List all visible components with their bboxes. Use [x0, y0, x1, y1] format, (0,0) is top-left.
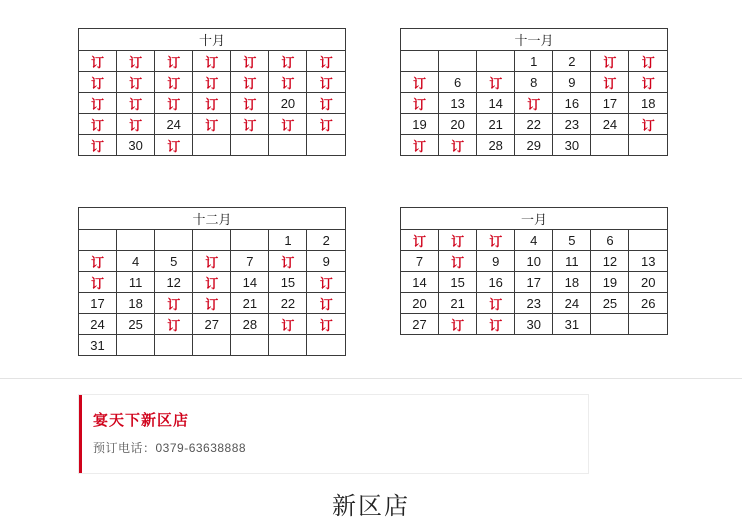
calendar-cell-booked[interactable]: 订 [155, 93, 193, 114]
calendar-cell-day[interactable]: 20 [439, 114, 477, 135]
calendar-cell-empty [477, 51, 515, 72]
calendar-week-row [79, 230, 346, 251]
calendar-cell-booked[interactable]: 订 [79, 72, 117, 93]
calendar-week-row [401, 72, 668, 93]
calendar-cell-day[interactable]: 21 [439, 293, 477, 314]
section-divider [0, 378, 742, 379]
calendar-week-row [79, 272, 346, 293]
calendar-cell-day[interactable]: 9 [477, 251, 515, 272]
calendar-december [78, 207, 346, 356]
calendar-cell-empty [307, 135, 346, 156]
footer-title: 新区店 [332, 493, 410, 520]
calendar-cell-booked[interactable]: 订 [307, 93, 346, 114]
calendar-cell-day[interactable]: 30 [515, 314, 553, 335]
calendar-cell-booked[interactable]: 订 [193, 93, 231, 114]
calendar-week-row [79, 293, 346, 314]
calendar-cell-day[interactable]: 7 [231, 251, 269, 272]
calendar-cell-day[interactable]: 5 [553, 230, 591, 251]
calendar-cell-booked[interactable]: 订 [307, 272, 346, 293]
calendar-cell-empty [231, 135, 269, 156]
calendar-week-row [401, 114, 668, 135]
calendar-cell-day[interactable]: 14 [231, 272, 269, 293]
calendar-cell-day[interactable]: 1 [515, 51, 553, 72]
calendar-cell-day[interactable]: 17 [515, 272, 553, 293]
calendar-week-row [79, 135, 346, 156]
calendar-cell-booked[interactable]: 订 [439, 230, 477, 251]
calendar-cell-day[interactable]: 28 [231, 314, 269, 335]
calendar-cell-booked[interactable]: 订 [117, 93, 155, 114]
calendar-cell-day[interactable]: 20 [269, 93, 307, 114]
calendar-cell-empty [591, 135, 629, 156]
calendar-cell-booked[interactable]: 订 [401, 230, 439, 251]
calendar-cell-day[interactable]: 10 [515, 251, 553, 272]
store-phone: 预订电话：0379-63638888 [93, 441, 247, 455]
calendar-cell-empty [629, 135, 668, 156]
calendar-cell-empty [193, 135, 231, 156]
calendar-cell-empty [629, 314, 668, 335]
calendar-november [400, 28, 668, 156]
calendar-cell-day[interactable]: 20 [629, 272, 668, 293]
calendar-body-december [79, 230, 346, 356]
calendar-cell-day[interactable]: 6 [439, 72, 477, 93]
calendar-title-january: 一月 [401, 208, 668, 230]
calendar-cell-booked[interactable]: 订 [117, 72, 155, 93]
calendar-cell-empty [307, 335, 346, 356]
calendar-cell-day[interactable]: 27 [401, 314, 439, 335]
calendar-week-row [401, 51, 668, 72]
calendar-cell-day[interactable]: 1 [269, 230, 307, 251]
calendar-cell-empty [193, 335, 231, 356]
calendar-cell-booked[interactable]: 订 [193, 114, 231, 135]
calendar-cell-booked[interactable]: 订 [269, 251, 307, 272]
calendar-cell-empty [439, 51, 477, 72]
calendar-week-row [79, 72, 346, 93]
calendar-cell-day[interactable]: 12 [591, 251, 629, 272]
calendar-cell-booked[interactable]: 订 [79, 135, 117, 156]
calendar-cell-booked[interactable]: 订 [439, 135, 477, 156]
calendar-cell-booked[interactable]: 订 [193, 251, 231, 272]
calendar-cell-day[interactable]: 5 [155, 251, 193, 272]
calendar-cell-booked[interactable]: 订 [269, 51, 307, 72]
calendar-cell-day[interactable]: 2 [307, 230, 346, 251]
calendar-cell-day[interactable]: 20 [401, 293, 439, 314]
calendar-cell-day[interactable]: 8 [515, 72, 553, 93]
calendar-cell-booked[interactable]: 订 [79, 93, 117, 114]
calendar-cell-booked[interactable]: 订 [193, 72, 231, 93]
calendar-january [400, 207, 668, 335]
calendar-cell-booked[interactable]: 订 [439, 251, 477, 272]
calendar-body-november [401, 51, 668, 156]
calendar-cell-empty [269, 335, 307, 356]
calendar-cell-booked[interactable]: 订 [155, 293, 193, 314]
calendar-cell-booked[interactable]: 订 [477, 314, 515, 335]
calendar-cell-day[interactable]: 25 [117, 314, 155, 335]
calendar-cell-day[interactable]: 31 [553, 314, 591, 335]
calendar-cell-day[interactable]: 26 [629, 293, 668, 314]
calendar-cell-day[interactable]: 24 [79, 314, 117, 335]
calendar-cell-empty [155, 335, 193, 356]
calendar-cell-booked[interactable]: 订 [193, 272, 231, 293]
calendar-cell-booked[interactable]: 订 [515, 93, 553, 114]
calendar-cell-day[interactable]: 21 [231, 293, 269, 314]
calendar-cell-day[interactable]: 14 [477, 93, 515, 114]
calendar-cell-day[interactable]: 28 [477, 135, 515, 156]
calendar-cell-booked[interactable]: 订 [629, 51, 668, 72]
calendar-cell-day[interactable]: 22 [515, 114, 553, 135]
calendar-week-row [79, 114, 346, 135]
calendar-week-row [401, 230, 668, 251]
store-card [78, 394, 589, 474]
calendar-cell-booked[interactable]: 订 [117, 51, 155, 72]
calendar-cell-day[interactable]: 18 [629, 93, 668, 114]
calendar-title-october: 十月 [79, 29, 346, 51]
calendar-cell-booked[interactable]: 订 [307, 314, 346, 335]
calendar-cell-day[interactable]: 23 [515, 293, 553, 314]
calendar-cell-booked[interactable]: 订 [439, 314, 477, 335]
calendar-cell-day[interactable]: 4 [515, 230, 553, 251]
calendar-cell-day[interactable]: 27 [193, 314, 231, 335]
calendar-cell-empty [629, 230, 668, 251]
calendar-cell-booked[interactable]: 订 [307, 51, 346, 72]
calendar-cell-booked[interactable]: 订 [629, 114, 668, 135]
calendar-cell-booked[interactable]: 订 [79, 114, 117, 135]
calendar-cell-empty [117, 230, 155, 251]
calendar-cell-day[interactable]: 19 [401, 114, 439, 135]
calendar-week-row [401, 135, 668, 156]
calendar-cell-booked[interactable]: 订 [629, 72, 668, 93]
calendar-cell-day[interactable]: 22 [269, 293, 307, 314]
calendar-cell-booked[interactable]: 订 [231, 72, 269, 93]
calendar-cell-empty [231, 335, 269, 356]
calendar-body-october [79, 51, 346, 156]
calendar-cell-day[interactable]: 9 [553, 72, 591, 93]
calendar-cell-day[interactable]: 13 [439, 93, 477, 114]
calendar-week-row [79, 51, 346, 72]
calendar-cell-empty [79, 230, 117, 251]
calendar-week-row [79, 251, 346, 272]
calendar-cell-day[interactable]: 6 [591, 230, 629, 251]
calendar-cell-day[interactable]: 11 [553, 251, 591, 272]
calendar-cell-day[interactable]: 23 [553, 114, 591, 135]
calendar-cell-booked[interactable]: 订 [401, 93, 439, 114]
calendar-cell-empty [591, 314, 629, 335]
store-name: 宴天下新区店 [93, 412, 190, 429]
calendar-cell-booked[interactable]: 订 [591, 51, 629, 72]
calendar-cell-booked[interactable]: 订 [307, 114, 346, 135]
calendar-cell-day[interactable]: 15 [439, 272, 477, 293]
calendar-cell-booked[interactable]: 订 [193, 293, 231, 314]
calendar-cell-day[interactable]: 9 [307, 251, 346, 272]
calendar-cell-booked[interactable]: 订 [231, 51, 269, 72]
calendar-cell-day[interactable]: 31 [79, 335, 117, 356]
calendar-cell-booked[interactable]: 订 [477, 230, 515, 251]
calendar-cell-day[interactable]: 24 [155, 114, 193, 135]
calendar-cell-day[interactable]: 19 [591, 272, 629, 293]
calendar-cell-booked[interactable]: 订 [591, 72, 629, 93]
calendar-cell-day[interactable]: 24 [553, 293, 591, 314]
calendar-cell-empty [269, 135, 307, 156]
calendar-cell-booked[interactable]: 订 [269, 114, 307, 135]
calendar-cell-booked[interactable]: 订 [401, 72, 439, 93]
calendar-cell-day[interactable]: 17 [591, 93, 629, 114]
calendar-cell-day[interactable]: 14 [401, 272, 439, 293]
calendar-cell-booked[interactable]: 订 [155, 72, 193, 93]
calendar-cell-day[interactable]: 2 [553, 51, 591, 72]
calendar-week-row [401, 314, 668, 335]
calendar-cell-day[interactable]: 30 [553, 135, 591, 156]
calendar-week-row [79, 314, 346, 335]
calendar-cell-booked[interactable]: 订 [477, 293, 515, 314]
calendar-cell-day[interactable]: 21 [477, 114, 515, 135]
calendar-cell-day[interactable]: 18 [117, 293, 155, 314]
calendar-cell-booked[interactable]: 订 [79, 51, 117, 72]
calendar-cell-booked[interactable]: 订 [401, 135, 439, 156]
calendar-cell-booked[interactable]: 订 [79, 251, 117, 272]
calendar-cell-day[interactable]: 7 [401, 251, 439, 272]
calendar-week-row [79, 93, 346, 114]
calendar-cell-day[interactable]: 4 [117, 251, 155, 272]
calendar-body-january [401, 230, 668, 335]
calendar-cell-day[interactable]: 16 [477, 272, 515, 293]
calendar-cell-booked[interactable]: 订 [231, 93, 269, 114]
calendar-cell-booked[interactable]: 订 [193, 51, 231, 72]
calendar-cell-booked[interactable]: 订 [155, 135, 193, 156]
store-accent-bar [79, 395, 82, 473]
calendar-cell-day[interactable]: 12 [155, 272, 193, 293]
calendar-cell-day[interactable]: 13 [629, 251, 668, 272]
calendar-cell-day[interactable]: 17 [79, 293, 117, 314]
calendar-title-november: 十一月 [401, 29, 668, 51]
calendar-week-row [79, 335, 346, 356]
calendar-cell-empty [193, 230, 231, 251]
calendar-week-row [401, 93, 668, 114]
calendar-cell-day[interactable]: 30 [117, 135, 155, 156]
calendar-cell-booked[interactable]: 订 [117, 114, 155, 135]
calendar-cell-day[interactable]: 18 [553, 272, 591, 293]
calendar-cell-empty [117, 335, 155, 356]
calendar-cell-booked[interactable]: 订 [269, 314, 307, 335]
calendar-cell-empty [155, 230, 193, 251]
calendar-cell-day[interactable]: 25 [591, 293, 629, 314]
calendar-cell-booked[interactable]: 订 [155, 314, 193, 335]
calendar-cell-day[interactable]: 15 [269, 272, 307, 293]
calendar-cell-booked[interactable]: 订 [269, 72, 307, 93]
calendar-cell-empty [231, 230, 269, 251]
calendar-cell-day[interactable]: 24 [591, 114, 629, 135]
calendar-week-row [401, 293, 668, 314]
calendar-cell-day[interactable]: 29 [515, 135, 553, 156]
calendar-cell-day[interactable]: 11 [117, 272, 155, 293]
calendar-cell-booked[interactable]: 订 [79, 272, 117, 293]
calendar-cell-empty [401, 51, 439, 72]
calendar-week-row [401, 272, 668, 293]
calendar-cell-day[interactable]: 16 [553, 93, 591, 114]
calendar-october [78, 28, 346, 156]
calendar-title-december: 十二月 [79, 208, 346, 230]
calendar-cell-booked[interactable]: 订 [307, 293, 346, 314]
calendar-cell-booked[interactable]: 订 [307, 72, 346, 93]
calendar-cell-booked[interactable]: 订 [231, 114, 269, 135]
calendar-cell-booked[interactable]: 订 [477, 72, 515, 93]
calendar-week-row [401, 251, 668, 272]
calendar-cell-booked[interactable]: 订 [155, 51, 193, 72]
